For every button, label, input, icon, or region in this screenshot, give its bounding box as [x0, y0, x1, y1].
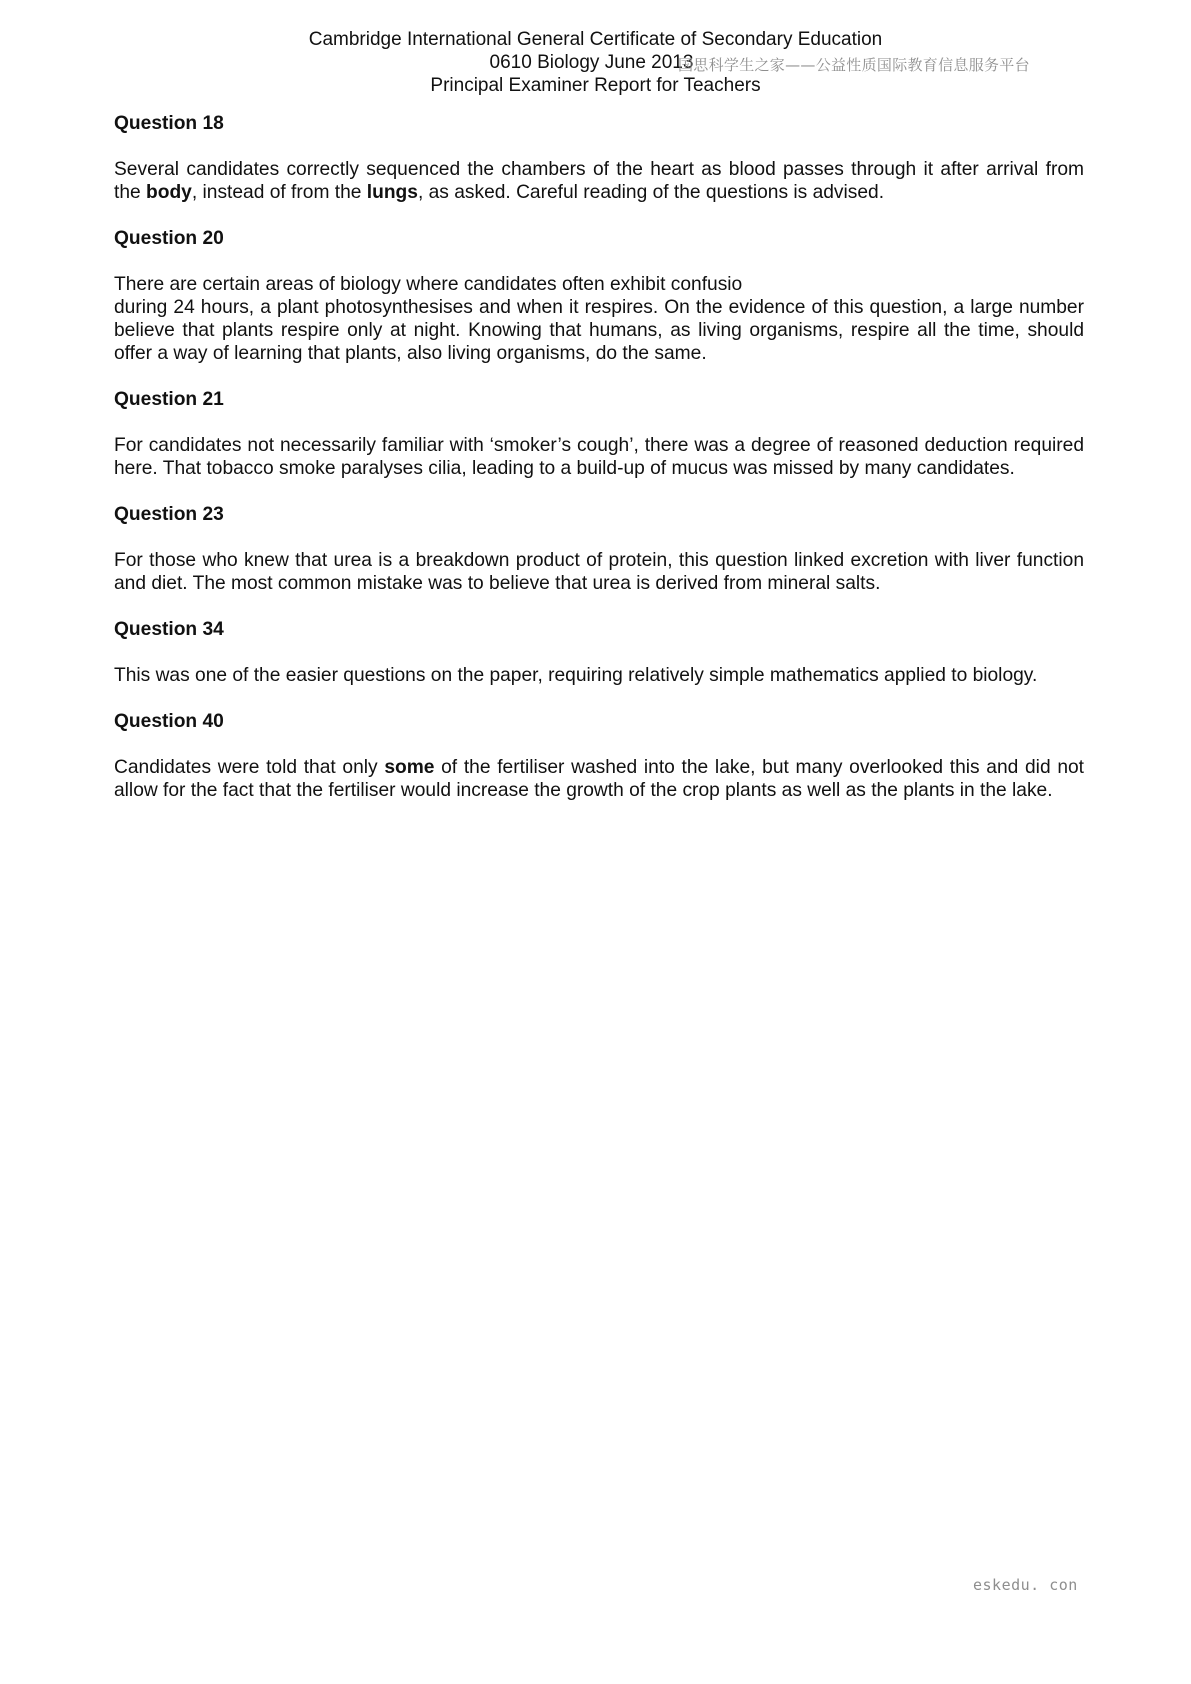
question-section [114, 388, 1084, 480]
header-subject: 0610 Biology June 2013 [489, 52, 694, 73]
header-title: Cambridge International General Certificate of Secondary Education [308, 29, 883, 50]
question-section [114, 618, 1084, 687]
bold-term: body [146, 182, 192, 203]
report-content [114, 112, 1084, 825]
text-run: Candidates were told that only [114, 757, 385, 778]
question-body: For those who knew that urea is a breakdown product of protein, this question linked excretion with liver function and diet. The most common mistake was to believe that urea is derived from mineral salts. [114, 550, 1084, 594]
text-run: There are certain areas of biology where candidates often exhibit confusio [114, 274, 743, 295]
question-title: Question 40 [114, 711, 224, 732]
question-title: Question 34 [114, 619, 224, 640]
question-body [114, 158, 1084, 204]
bold-term: some [384, 757, 435, 778]
bold-term: lungs [366, 182, 418, 203]
text-run: of the fertiliser washed into the lake, but many overlooked this and did not allow for the fact that the fertiliser would increase the growth of the crop plants as well as the plants in the lake. [114, 757, 1084, 801]
text-run: , as asked. Careful reading of the questions is advised. [417, 182, 885, 203]
header-report-type: Principal Examiner Report for Teachers [430, 75, 761, 96]
question-section [114, 227, 1084, 365]
text-run: during 24 hours, a plant photosynthesises and when it respires. On the evidence of this question, a large number believe that plants respire only at night. Knowing that humans, as living organisms, respire all the time, should offer a way of learning that plants, also living organisms, do the same. [114, 297, 1084, 364]
watermark-top-text: 国思科学生之家——公益性质国际教育信息服务平台 [678, 56, 1030, 74]
question-body [114, 756, 1084, 802]
text-run: , instead of from the [191, 182, 367, 203]
text-run: Several candidates correctly sequenced the chambers of the heart as blood passes through it after arrival from the [114, 159, 1084, 203]
question-body: For candidates not necessarily familiar with ‘smoker’s cough’, there was a degree of reasoned deduction required here. That tobacco smoke paralyses cilia, leading to a build-up of mucus was missed by many candidates. [114, 435, 1084, 479]
question-section [114, 503, 1084, 595]
question-body [114, 273, 1084, 365]
watermark-bottom-text: eskedu. con [973, 1576, 1078, 1594]
question-body: This was one of the easier questions on the paper, requiring relatively simple mathematics applied to biology. [114, 665, 1038, 686]
question-title: Question 23 [114, 504, 224, 525]
question-title: Question 20 [114, 228, 224, 249]
question-title: Question 21 [114, 389, 224, 410]
question-title: Question 18 [114, 113, 224, 134]
question-section [114, 112, 1084, 204]
question-section [114, 710, 1084, 802]
